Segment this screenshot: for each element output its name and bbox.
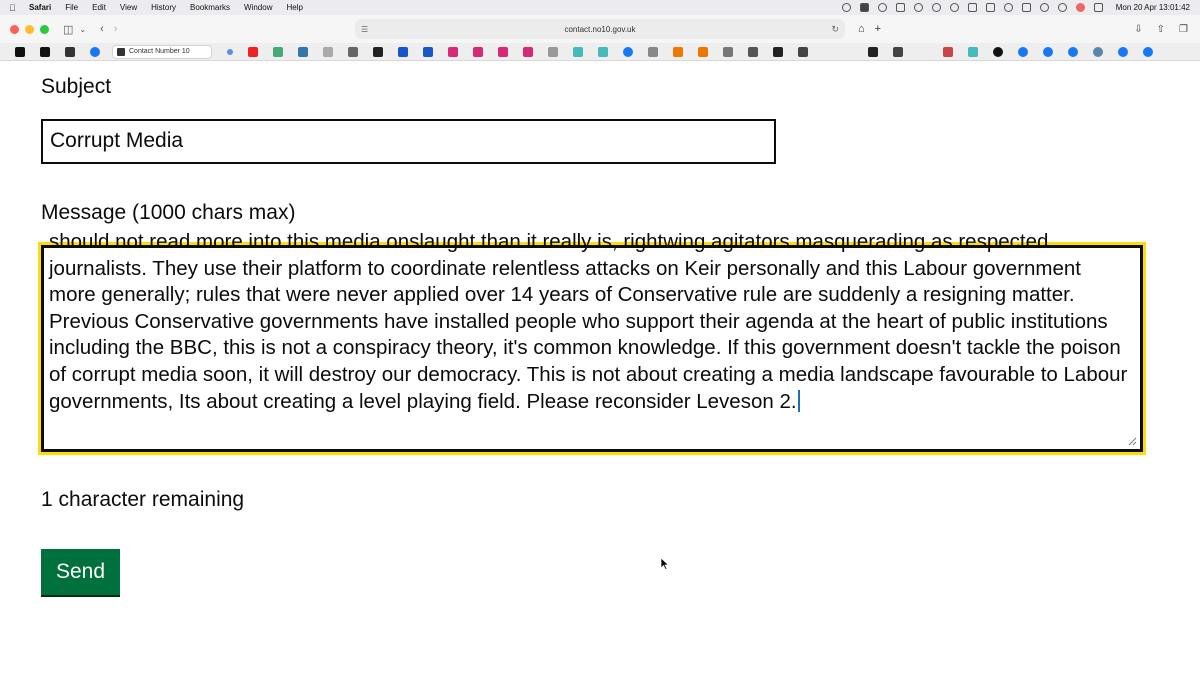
status-area <box>842 0 1190 15</box>
tab-icon[interactable] <box>773 47 783 57</box>
tab-icon[interactable] <box>748 47 758 57</box>
message-text <box>49 229 1134 415</box>
gov-favicon-icon <box>117 48 125 56</box>
browser-toolbar <box>0 15 1200 43</box>
new-tab-plus-icon[interactable]: + <box>874 23 882 35</box>
tab-icon[interactable] <box>798 47 808 57</box>
status-icon[interactable] <box>1076 3 1085 12</box>
instagram-tab-icon[interactable] <box>523 47 533 57</box>
facebook-tab-icon[interactable] <box>1018 47 1028 57</box>
wifi-icon[interactable] <box>1040 3 1049 12</box>
tab-overview-icon[interactable]: ❐ <box>1179 23 1188 35</box>
menu-help[interactable]: Help <box>286 3 303 12</box>
instagram-tab-icon[interactable] <box>498 47 508 57</box>
facebook-tab-icon[interactable] <box>1043 47 1053 57</box>
toolbar-extras <box>858 23 881 35</box>
url-text: contact.no10.gov.uk <box>564 24 636 34</box>
tab-bar <box>0 43 1200 61</box>
search-icon[interactable] <box>1058 3 1067 12</box>
downloads-icon[interactable]: ⇩ <box>1134 23 1143 35</box>
tab-icon[interactable] <box>598 47 608 57</box>
status-icon[interactable] <box>842 3 851 12</box>
tab-icon[interactable] <box>323 47 333 57</box>
menu-edit[interactable]: Edit <box>92 3 106 12</box>
close-window-button[interactable] <box>10 25 19 34</box>
facebook-tab-icon[interactable] <box>1068 47 1078 57</box>
paypal-tab-icon[interactable] <box>398 47 408 57</box>
subject-input[interactable]: Corrupt Media <box>41 119 776 164</box>
sidebar-icon[interactable]: ◫ <box>63 23 74 36</box>
macos-menu-bar <box>0 0 1200 15</box>
volume-icon[interactable] <box>896 3 905 12</box>
active-tab[interactable] <box>112 45 212 59</box>
status-icon[interactable] <box>878 3 887 12</box>
message-textarea[interactable] <box>41 230 1143 452</box>
facebook-tab-icon[interactable] <box>90 47 100 57</box>
x-tab-icon[interactable] <box>15 47 25 57</box>
tab-icon[interactable] <box>893 47 903 57</box>
subject-label: Subject <box>41 75 112 98</box>
menu-window[interactable]: Window <box>244 3 273 12</box>
menu-safari[interactable]: Safari <box>29 3 52 12</box>
paypal-tab-icon[interactable] <box>423 47 433 57</box>
tab-icon[interactable] <box>968 47 978 57</box>
menu-view[interactable]: View <box>119 3 138 12</box>
tab-icon[interactable] <box>1093 47 1103 57</box>
forward-icon[interactable]: › <box>113 23 118 35</box>
apple-logo-icon[interactable] <box>9 3 19 13</box>
tab-icon[interactable] <box>993 47 1003 57</box>
tab-icon[interactable] <box>373 47 383 57</box>
menu-clock[interactable]: Mon 20 Apr 13:01:42 <box>1115 3 1190 12</box>
facebook-tab-icon[interactable] <box>1118 47 1128 57</box>
tab-icon[interactable] <box>273 47 283 57</box>
tab-icon[interactable] <box>348 47 358 57</box>
tab-icon[interactable] <box>648 47 658 57</box>
address-bar[interactable] <box>355 19 845 39</box>
home-icon[interactable]: ⌂ <box>858 23 865 35</box>
character-count-hint: 1 character remaining <box>41 488 245 511</box>
instagram-tab-icon[interactable] <box>448 47 458 57</box>
toolbar-actions <box>1134 24 1188 35</box>
tab-icon[interactable] <box>227 49 233 55</box>
app-menu <box>29 3 303 12</box>
minimize-window-button[interactable] <box>25 25 34 34</box>
mouse-pointer-icon <box>661 558 669 570</box>
message-value: should not read more into this media onslaught than it really is, rightwing agitators masquerading as respected journalists. They use their platform to coordinate relentless attacks on Keir personally and this Labour government more generally; rules that were never applied over 14 years of Conservative rule are suddenly a resigning matter. Previous Conservative governments have installed people who support their agenda at the heart of public institutions including the BBC, this is not a conspiracy theory, it's common knowledge. If this government doesn't tackle the poison of corrupt media soon, it will destroy our democracy. This is not about creating a media landscape favourable to Labour governments, Its about creating a level playing field. Please reconsider Leveson 2. <box>49 230 1134 413</box>
bluetooth-icon[interactable] <box>1022 3 1031 12</box>
status-icon[interactable] <box>986 3 995 12</box>
tab-icon[interactable] <box>65 47 75 57</box>
tab-icon[interactable] <box>573 47 583 57</box>
status-icon[interactable] <box>860 3 869 12</box>
chevron-down-icon[interactable]: ⌄ <box>79 24 87 34</box>
tab-icon[interactable] <box>943 47 953 57</box>
back-icon[interactable]: ‹ <box>100 23 104 35</box>
page-settings-icon[interactable]: ☰ <box>361 24 369 34</box>
tab-icon[interactable] <box>723 47 733 57</box>
reload-icon[interactable]: ↻ <box>831 23 839 34</box>
display-icon[interactable] <box>968 3 977 12</box>
zoom-window-button[interactable] <box>40 25 49 34</box>
status-icon[interactable] <box>1004 3 1013 12</box>
tab-icon[interactable] <box>868 47 878 57</box>
menu-bookmarks[interactable]: Bookmarks <box>190 3 231 12</box>
resize-handle-icon[interactable] <box>1128 437 1137 446</box>
instagram-tab-icon[interactable] <box>473 47 483 57</box>
active-tab-title: Contact Number 10 <box>129 48 190 55</box>
menu-file[interactable]: File <box>65 3 79 12</box>
x-tab-icon[interactable] <box>40 47 50 57</box>
user-icon[interactable] <box>950 3 959 12</box>
status-icon[interactable] <box>914 3 923 12</box>
contact-form-page <box>0 61 1200 675</box>
facebook-tab-icon[interactable] <box>623 47 633 57</box>
control-center-icon[interactable] <box>1094 3 1103 12</box>
tab-icon[interactable] <box>298 47 308 57</box>
facebook-tab-icon[interactable] <box>1143 47 1153 57</box>
youtube-tab-icon[interactable] <box>248 47 258 57</box>
send-button[interactable]: Send <box>41 549 120 595</box>
window-controls <box>10 25 49 34</box>
tab-icon[interactable] <box>548 47 558 57</box>
status-icon[interactable] <box>932 3 941 12</box>
tab-icon[interactable] <box>673 47 683 57</box>
message-label: Message (1000 chars max) <box>41 201 296 224</box>
text-caret <box>798 390 800 412</box>
menu-history[interactable]: History <box>151 3 177 12</box>
share-icon[interactable]: ⇧ <box>1156 23 1166 35</box>
tab-icon[interactable] <box>698 47 708 57</box>
